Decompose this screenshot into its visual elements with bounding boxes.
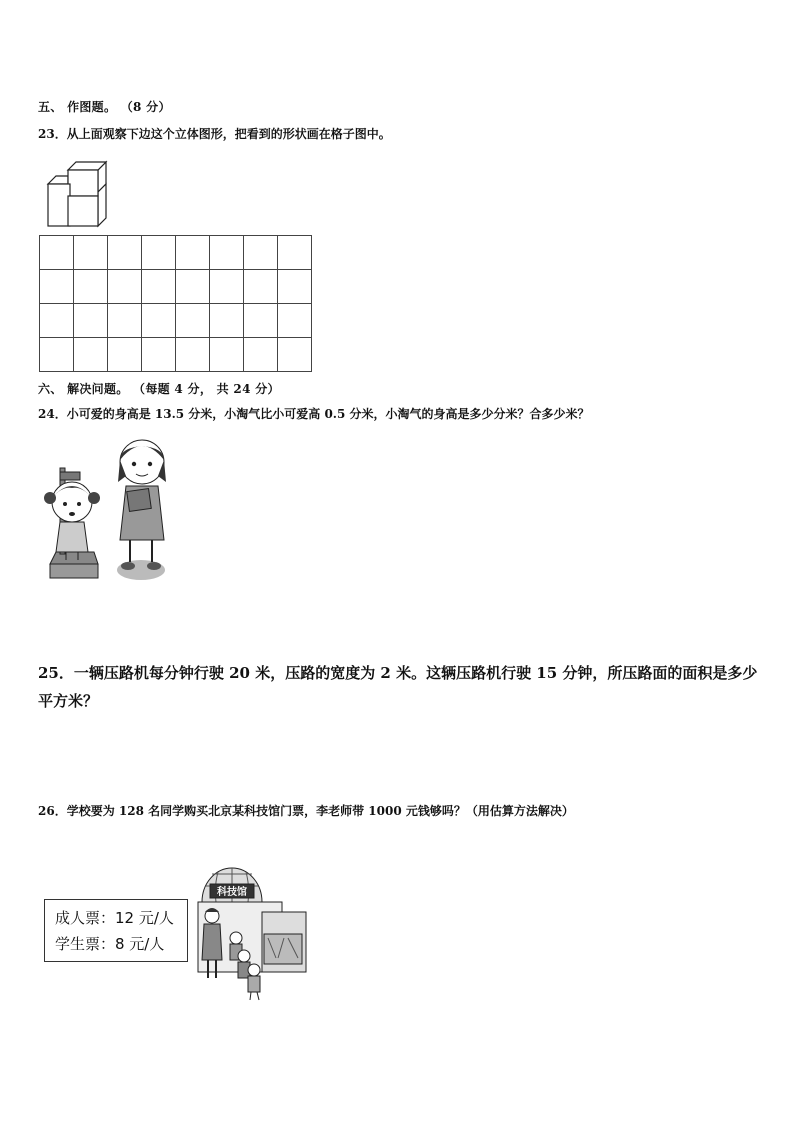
grid-cell[interactable] [244, 304, 278, 338]
grid-cell[interactable] [210, 270, 244, 304]
cube-figure [44, 158, 120, 228]
science-museum-illustration [192, 852, 310, 1004]
question-25-text: 25．一辆压路机每分钟行驶 20 米，压路的宽度为 2 米。这辆压路机行驶 15 分钟，所压路面的面积是多少平方米？ [38, 664, 758, 710]
grid-cell[interactable] [278, 338, 312, 372]
grid-cell[interactable] [74, 338, 108, 372]
ticket-price-box [44, 899, 188, 962]
grid-cell[interactable] [74, 270, 108, 304]
grid-cell[interactable] [278, 236, 312, 270]
height-measure-illustration [38, 436, 168, 591]
grid-cell[interactable] [108, 304, 142, 338]
grid-cell[interactable] [74, 304, 108, 338]
grid-cell[interactable] [142, 338, 176, 372]
grid-cell[interactable] [40, 338, 74, 372]
section-6-title: 六、 解决问题。 （每题 4 分， 共 24 分） [38, 382, 280, 396]
question-24-text: 24．小可爱的身高是 13.5 分米，小淘气比小可爱高 0.5 分米，小淘气的身高是多少分米？合多少米？ [38, 407, 590, 421]
grid-cell[interactable] [244, 236, 278, 270]
grid-cell[interactable] [210, 304, 244, 338]
grid-cell[interactable] [40, 304, 74, 338]
grid-cell[interactable] [40, 236, 74, 270]
grid-cell[interactable] [74, 236, 108, 270]
museum-sign: 科技馆 [217, 887, 247, 898]
grid-cell[interactable] [142, 270, 176, 304]
grid-cell[interactable] [108, 338, 142, 372]
grid-cell[interactable] [176, 236, 210, 270]
student-ticket-price: 学生票：8 元/人 [55, 935, 165, 953]
grid-cell[interactable] [142, 304, 176, 338]
grid-cell[interactable] [176, 304, 210, 338]
grid-cell[interactable] [176, 338, 210, 372]
grid-cell[interactable] [108, 270, 142, 304]
adult-ticket-price: 成人票：12 元/人 [55, 909, 174, 927]
drawing-grid[interactable] [39, 235, 312, 372]
grid-cell[interactable] [278, 270, 312, 304]
grid-cell[interactable] [176, 270, 210, 304]
grid-cell[interactable] [40, 270, 74, 304]
grid-cell[interactable] [244, 338, 278, 372]
grid-cell[interactable] [108, 236, 142, 270]
question-23-text: 23．从上面观察下边这个立体图形，把看到的形状画在格子图中。 [38, 127, 391, 141]
grid-cell[interactable] [210, 236, 244, 270]
section-5-title: 五、 作图题。 （8 分） [38, 100, 171, 114]
grid-cell[interactable] [142, 236, 176, 270]
question-26-text: 26．学校要为 128 名同学购买北京某科技馆门票，李老师带 1000 元钱够吗？（用估算方法解决） [38, 804, 574, 818]
grid-cell[interactable] [210, 338, 244, 372]
grid-cell[interactable] [278, 304, 312, 338]
grid-cell[interactable] [244, 270, 278, 304]
